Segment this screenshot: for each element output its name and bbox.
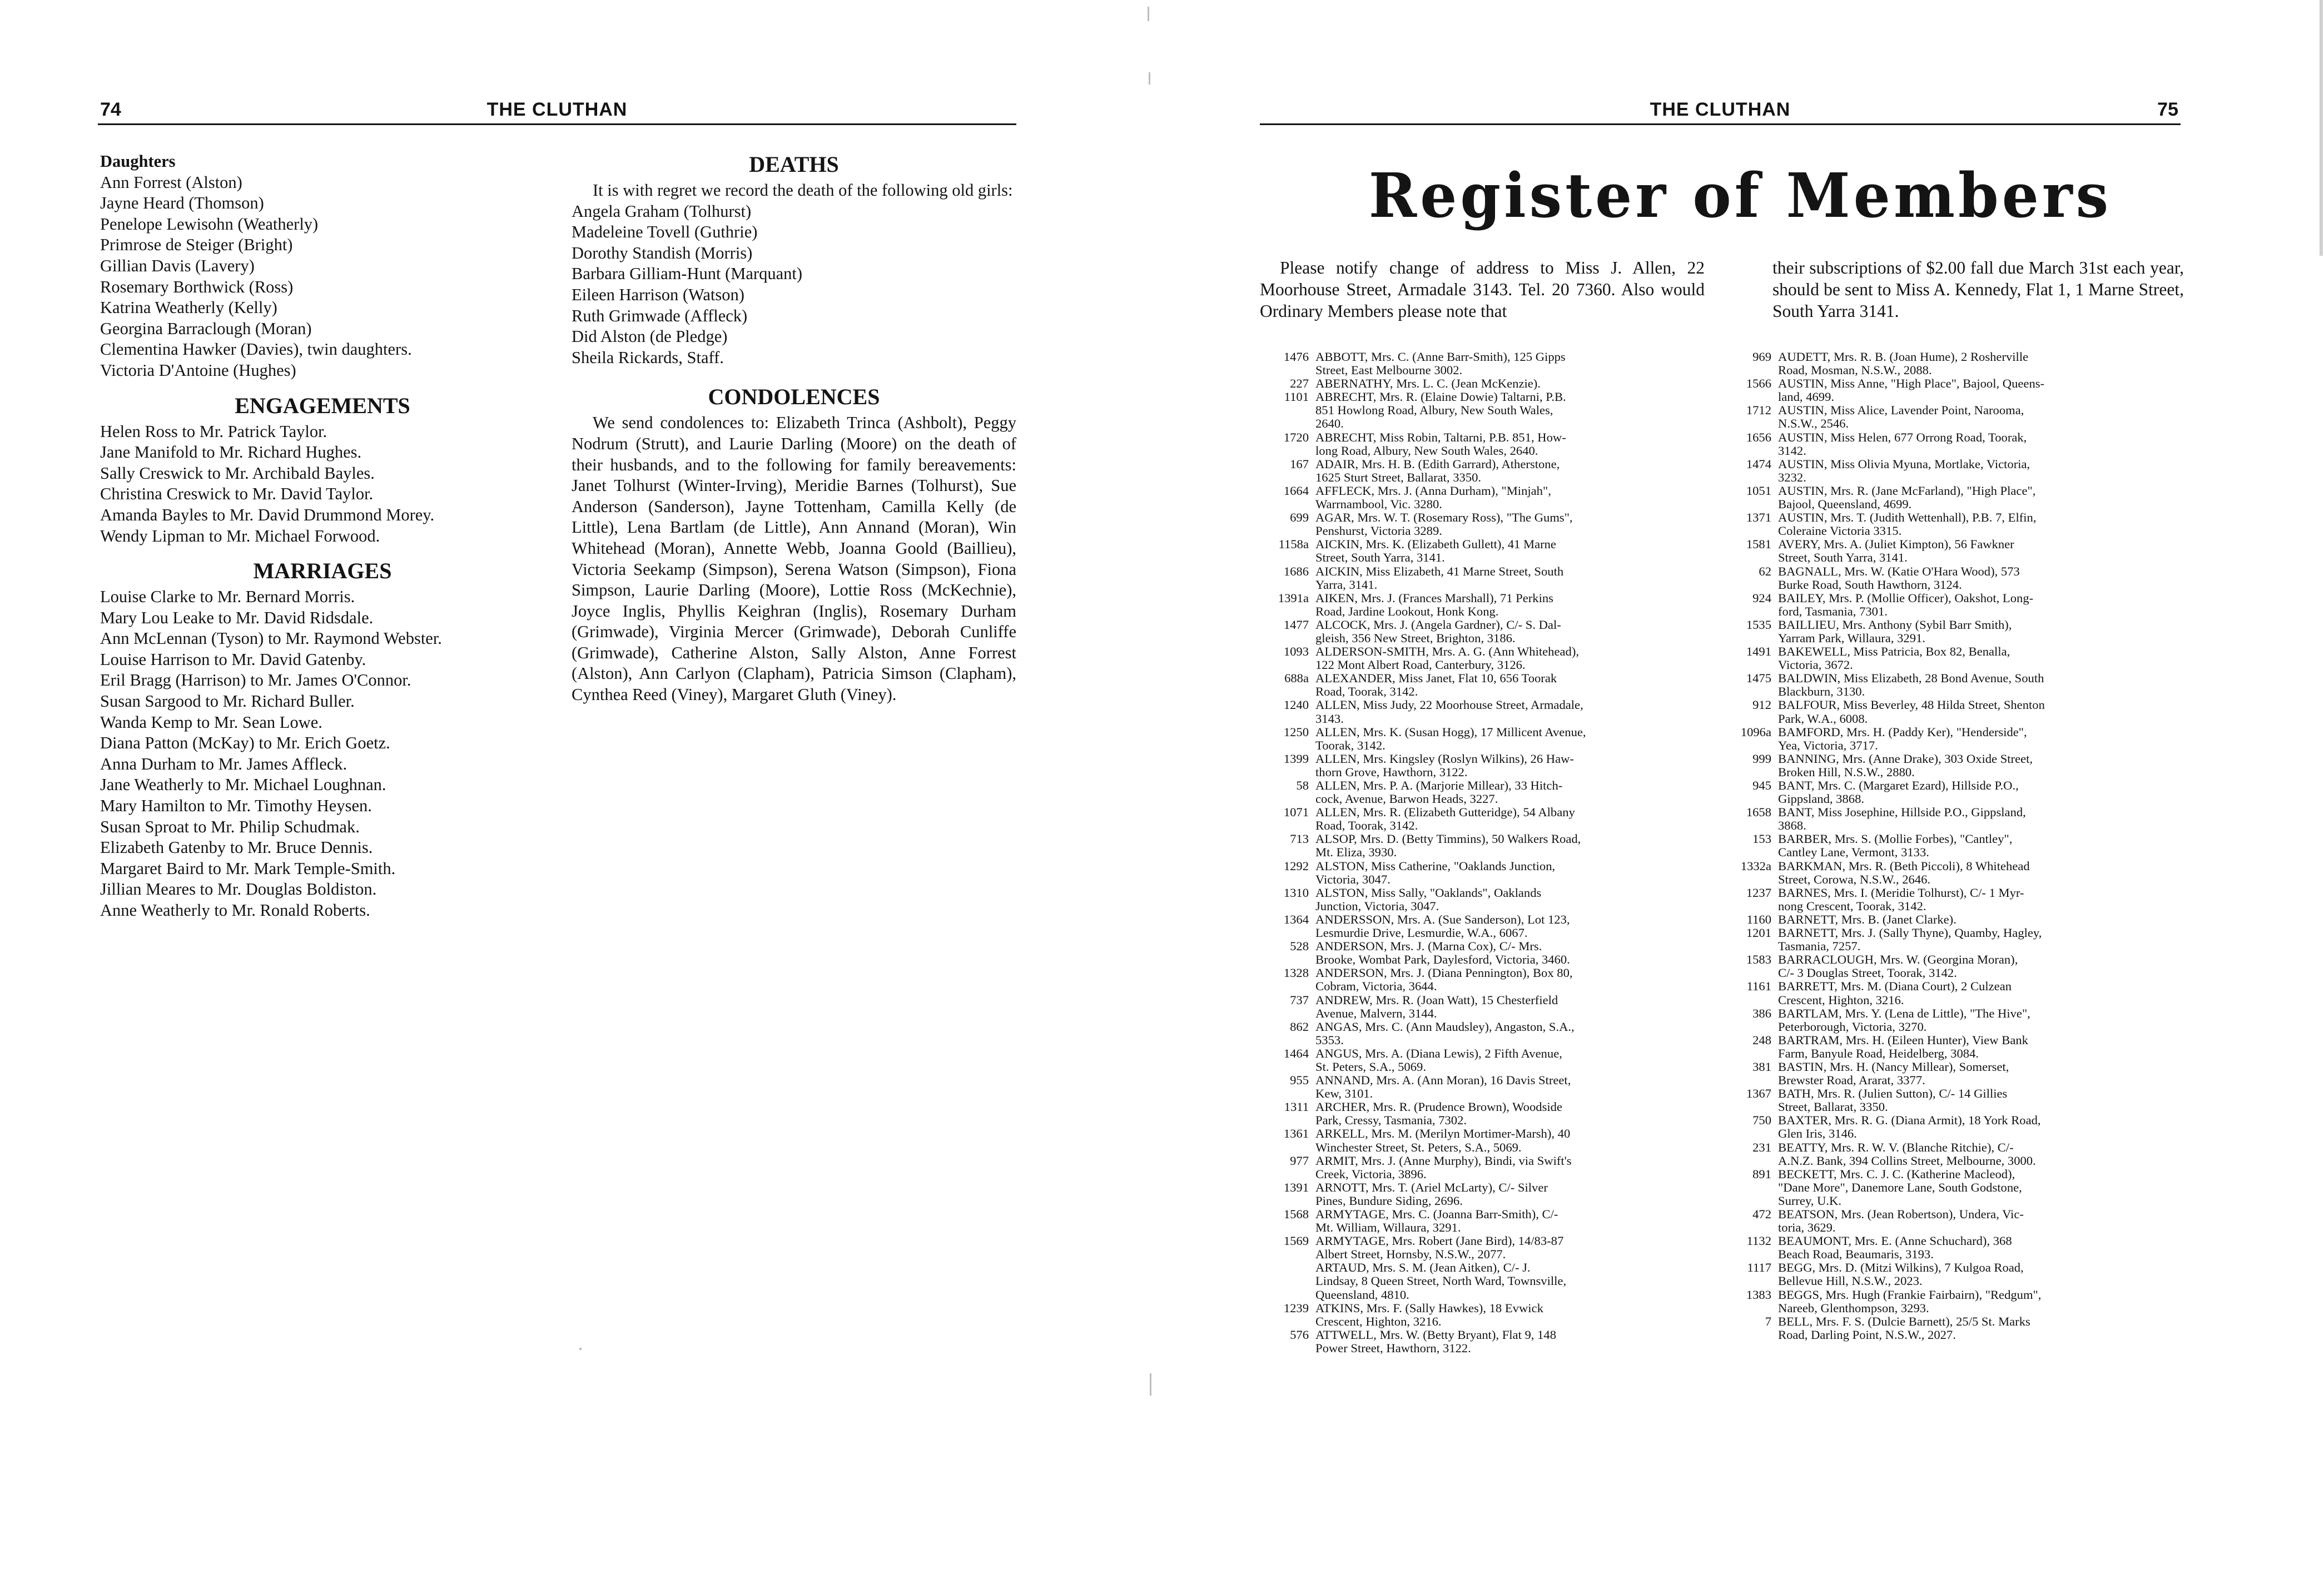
member-entry [1725,1007,2181,1034]
member-entry [1260,1020,1752,1047]
member-entry [1725,1060,2181,1087]
member-details: BEGGS, Mrs. Hugh (Frankie Fairbairn), "Redgum", Nareeb, Glenthompson, 3293. [1778,1287,2042,1315]
member-number: 1161 [1746,979,1771,994]
member-number: 386 [1752,1006,1771,1020]
member-number: 924 [1752,590,1771,605]
member-number: 58 [1296,778,1309,792]
member-details: ANDERSSON, Mrs. A. (Sue Sanderson), Lot 123, Lesmurdie Drive, Lesmurdie, W.A., 6067. [1315,912,1570,940]
member-number: 1474 [1746,456,1771,471]
member-entry [1725,886,2181,913]
member-details: ALCOCK, Mrs. J. (Angela Gardner), C/- S. Dal- gleish, 356 New Street, Brighton, 3186. [1315,617,1561,645]
member-entry [1725,592,2181,618]
member-entry [1725,926,2181,953]
list-item: Anna Durham to Mr. James Affleck. [100,754,347,773]
member-entry [1260,1302,1752,1328]
member-number: 999 [1752,751,1771,766]
list-item: Eileen Harrison (Watson) [572,285,744,304]
member-number: 1051 [1746,483,1771,498]
member-details: ATTWELL, Mrs. W. (Betty Bryant), Flat 9, 148 Power Street, Hawthorn, 3122. [1315,1327,1556,1355]
running-title: THE CLUTHAN [486,99,628,120]
engagements-heading: ENGAGEMENTS [235,393,410,418]
member-entry [1725,431,2181,458]
list-item: Angela Graham (Tolhurst) [572,201,752,221]
member-number: 1361 [1283,1127,1309,1141]
list-item: Barbara Gilliam-Hunt (Marquant) [572,264,802,284]
member-details: AIKEN, Mrs. J. (Frances Marshall), 71 Perkins Road, Jardine Lookout, Honk Kong. [1315,590,1553,618]
member-details: BAILEY, Mrs. P. (Mollie Officer), Oakshot, Long- ford, Tasmania, 7301. [1778,590,2034,618]
member-entry [1725,953,2181,980]
list-item: Jane Manifold to Mr. Richard Hughes. [100,443,362,462]
member-details: ALEXANDER, Miss Janet, Flat 10, 656 Toorak Road, Toorak, 3142. [1315,671,1557,699]
member-entry [1260,458,1752,484]
member-entry [1725,1261,2181,1288]
list-item: Penelope Lewisohn (Weatherly) [100,214,319,234]
member-number: 1310 [1283,885,1309,900]
gutter-mark [1150,1373,1151,1396]
member-entry [1260,565,1752,592]
member-entry [1260,779,1752,806]
member-details: BALFOUR, Miss Beverley, 48 Hilda Street, Shenton Park, W.A., 6008. [1778,698,2045,726]
member-details: BARTLAM, Mrs. Y. (Lena de Little), "The Hive", Peterborough, Victoria, 3270. [1778,1006,2030,1034]
member-number: 1568 [1283,1207,1309,1221]
member-number: 1201 [1746,926,1771,940]
list-item: Susan Sargood to Mr. Richard Buller. [100,692,355,711]
member-number: 248 [1752,1033,1771,1047]
gutter-mark [1148,7,1149,21]
marriages-list [100,587,545,921]
member-entry [1260,913,1752,940]
member-details: ALSOP, Mrs. D. (Betty Timmins), 50 Walkers Road, Mt. Eliza, 3930. [1315,832,1581,860]
member-number: 1250 [1283,725,1309,739]
list-item: Georgina Barraclough (Moran) [100,319,312,338]
member-entry [1725,1087,2181,1114]
member-details: BARKMAN, Mrs. R. (Beth Piccoli), 8 Whitehead Street, Corowa, N.S.W., 2646. [1778,859,2030,886]
member-details: ANGAS, Mrs. C. (Ann Maudsley), Angaston, S.A., 5353. [1315,1019,1575,1047]
member-details: AUSTIN, Miss Olivia Myuna, Mortlake, Victoria, 3232. [1778,456,2030,484]
member-number: 1720 [1283,430,1309,444]
list-item: Helen Ross to Mr. Patrick Taylor. [100,421,327,441]
member-details: ALLEN, Mrs. Kingsley (Roslyn Wilkins), 26 Haw- thorn Grove, Hawthorn, 3122. [1315,751,1574,779]
member-entry [1725,1315,2181,1342]
member-entry [1725,1141,2181,1168]
member-number: 891 [1752,1167,1771,1181]
member-number: 969 [1752,350,1771,364]
list-item: Katrina Weatherly (Kelly) [100,298,277,317]
marriages-heading: MARRIAGES [253,558,392,584]
member-details: ATKINS, Mrs. F. (Sally Hawkes), 18 Evwick Crescent, Highton, 3216. [1315,1301,1543,1328]
member-details: ARCHER, Mrs. R. (Prudence Brown), Woodside Park, Cressy, Tasmania, 7302. [1315,1100,1562,1128]
member-number: 1237 [1746,885,1771,900]
member-number: 699 [1290,510,1309,525]
member-number: 737 [1290,993,1309,1007]
member-entry [1725,832,2181,859]
member-details: ADAIR, Mrs. H. B. (Edith Garrard), Atherstone, 1625 Sturt Street, Ballarat, 3350. [1315,456,1560,484]
member-entry [1260,377,1752,390]
member-number: 912 [1752,698,1771,712]
member-number: 1464 [1283,1046,1309,1060]
member-entry [1725,726,2181,752]
engagements-list [100,421,545,547]
member-entry [1725,1234,2181,1261]
list-item: Gillian Davis (Lavery) [100,256,255,275]
member-details: ABERNATHY, Mrs. L. C. (Jean McKenzie). [1315,376,1541,391]
member-entry [1725,1034,2181,1060]
list-item: Madeleine Tovell (Guthrie) [572,222,758,242]
list-item: Louise Harrison to Mr. David Gatenby. [100,649,366,669]
member-entry [1260,994,1752,1020]
member-details: ANDERSON, Mrs. J. (Diana Pennington), Box 80, Cobram, Victoria, 3644. [1315,966,1573,994]
member-details: BARNETT, Mrs. J. (Sally Thyne), Quamby, Hagley, Tasmania, 7257. [1778,926,2042,954]
member-number: 153 [1752,832,1771,846]
member-entry [1725,698,2181,725]
list-item: Sheila Rickards, Staff. [572,348,724,367]
member-entry [1260,431,1752,458]
list-item: Ann McLennan (Tyson) to Mr. Raymond Webster. [100,629,442,648]
list-item: Dorothy Standish (Morris) [572,243,753,262]
member-entry [1260,592,1752,618]
member-entry [1260,618,1752,645]
member-number: 1656 [1746,430,1771,444]
list-item: Christina Creswick to Mr. David Taylor. [100,484,374,504]
member-details: AUSTIN, Miss Alice, Lavender Point, Narooma, N.S.W., 2546. [1778,403,2024,431]
member-entry [1725,1208,2181,1234]
member-number: 1117 [1747,1261,1771,1275]
member-details: ARMIT, Mrs. J. (Anne Murphy), Bindi, via Swift's Creek, Victoria, 3896. [1315,1153,1572,1181]
member-number: 231 [1752,1140,1771,1154]
member-details: AUSTIN, Mrs. T. (Judith Wettenhall), P.B. 7, Elfin, Coleraine Victoria 3315. [1778,510,2037,538]
left-column [100,151,545,921]
member-details: BAGNALL, Mrs. W. (Katie O'Hara Wood), 573 Burke Road, South Hawthorn, 3124. [1778,564,2020,592]
member-details: BEGG, Mrs. D. (Mitzi Wilkins), 7 Kulgoa Road, Bellevue Hill, N.S.W., 2023. [1778,1261,2024,1288]
right-page [1156,0,2324,1578]
member-details: ANNAND, Mrs. A. (Ann Moran), 16 Davis Street, Kew, 3101. [1315,1073,1571,1101]
member-details: ARTAUD, Mrs. S. M. (Jean Aitken), C/- J. Lindsay, 8 Queen Street, North Ward, Townsville, Queensland, 4810. [1315,1261,1567,1302]
member-details: AUSTIN, Miss Helen, 677 Orrong Road, Toorak, 3142. [1778,430,2027,458]
member-entry [1260,1127,1752,1154]
deaths-intro: It is with regret we record the death of the following old girls: [593,181,1013,200]
daughters-heading: Daughters [100,152,176,171]
member-details: ALLEN, Mrs. P. A. (Marjorie Millear), 33 Hitch- cock, Avenue, Barwon Heads, 3227. [1315,778,1563,806]
member-details: ABRECHT, Miss Robin, Taltarni, P.B. 851, How- long Road, Albury, New South Wales, 2640. [1315,430,1566,458]
member-details: BARRETT, Mrs. M. (Diana Court), 2 Culzean Crescent, Highton, 3216. [1778,979,2012,1007]
member-entry [1260,698,1752,725]
member-number: 1096a [1740,725,1771,739]
member-details: BARNES, Mrs. I. (Meridie Tolhurst), C/- 1 Myr- nong Crescent, Toorak, 3142. [1778,885,2024,913]
member-entry [1260,1074,1752,1100]
member-entry [1725,1168,2181,1208]
page-number: 74 [100,99,121,120]
member-details: AUSTIN, Mrs. R. (Jane McFarland), "High Place", Bajool, Queensland, 4699. [1778,483,2036,512]
member-details: BEAUMONT, Mrs. E. (Anne Schuchard), 368 Beach Road, Beaumaris, 3193. [1778,1234,2012,1262]
member-entry [1260,752,1752,779]
member-number: 1475 [1746,671,1771,686]
list-item: Mary Hamilton to Mr. Timothy Heysen. [100,796,372,816]
member-number: 1093 [1283,644,1309,659]
member-list-right [1725,350,2181,1342]
member-details: ANDREW, Mrs. R. (Joan Watt), 15 Chesterfield Avenue, Malvern, 3144. [1315,993,1558,1020]
member-entry [1725,377,2181,404]
member-entry [1725,779,2181,806]
list-item: Jane Weatherly to Mr. Michael Loughnan. [100,775,386,795]
list-item: Wanda Kemp to Mr. Sean Lowe. [100,712,322,732]
member-details: AICKIN, Mrs. K. (Elizabeth Gullett), 41 Marne Street, South Yarra, 3141. [1315,537,1556,565]
member-number: 1240 [1283,698,1309,712]
member-number: 1364 [1283,912,1309,926]
member-details: AGAR, Mrs. W. T. (Rosemary Ross), "The Gums", Penshurst, Victoria 3289. [1315,510,1573,538]
member-number: 1658 [1746,805,1771,820]
member-number: 1569 [1283,1234,1309,1248]
page-header [1260,95,2181,125]
member-details: ALLEN, Mrs. R. (Elizabeth Gutteridge), 54 Albany Road, Toorak, 3142. [1315,805,1575,833]
member-entry [1725,752,2181,779]
scan-speck [579,1348,582,1350]
member-details: ABRECHT, Mrs. R. (Elaine Dowie) Taltarni, P.B. 851 Howlong Road, Albury, New South Wales, 2640. [1315,390,1566,431]
member-number: 227 [1290,376,1309,391]
member-details: BELL, Mrs. F. S. (Dulcie Barnett), 25/5 St. Marks Road, Darling Point, N.S.W., 2027. [1778,1314,2030,1342]
member-entry [1260,1100,1752,1127]
member-number: 1581 [1746,537,1771,552]
member-number: 1477 [1283,617,1309,632]
right-column [572,149,1016,706]
member-number: 688a [1284,671,1309,686]
member-number: 1328 [1283,966,1309,980]
member-number: 1292 [1283,859,1309,873]
member-details: BEATTY, Mrs. R. W. V. (Blanche Ritchie), C/- A.N.Z. Bank, 394 Collins Street, Melbourne, 3000. [1778,1140,2036,1168]
member-number: 7 [1765,1314,1771,1328]
member-entry [1260,886,1752,913]
member-details: ANDERSON, Mrs. J. (Marna Cox), C/- Mrs. Brooke, Wombat Park, Daylesford, Victoria, 3460. [1315,939,1570,967]
member-entry [1725,484,2181,511]
member-details: BARRACLOUGH, Mrs. W. (Georgina Moran), C/- 3 Douglas Street, Toorak, 3142. [1778,952,2018,980]
list-item: Clementina Hawker (Davies), twin daughters. [100,340,412,359]
member-entry [1260,1047,1752,1074]
member-number: 1535 [1746,617,1771,632]
member-number: 1476 [1283,350,1309,364]
member-number: 1712 [1746,403,1771,418]
member-entry [1725,1288,2181,1315]
member-number: 977 [1290,1153,1309,1168]
list-item: Victoria D'Antoine (Hughes) [100,360,296,380]
member-number: 1686 [1283,564,1309,578]
page-number: 75 [2157,99,2178,120]
member-details: ARMYTAGE, Mrs. C. (Joanna Barr-Smith), C/- Mt. William, Willaura, 3291. [1315,1207,1558,1235]
member-details: ALSTON, Miss Sally, "Oaklands", Oaklands Junction, Victoria, 3047. [1315,885,1542,913]
member-entry [1725,350,2181,377]
member-number: 1391 [1283,1180,1309,1194]
member-number: 1101 [1284,390,1309,404]
member-entry [1725,913,2181,926]
page-title: Register of Members [1368,159,2112,232]
member-entry [1260,1154,1752,1181]
member-details: AUSTIN, Miss Anne, "High Place", Bajool, Queens- land, 4699. [1778,376,2045,404]
daughters-list [100,172,545,381]
member-entry [1260,726,1752,752]
member-details: BAILLIEU, Mrs. Anthony (Sybil Barr Smith), Yarram Park, Willaura, 3291. [1778,617,2012,645]
list-item: Did Alston (de Pledge) [572,327,728,346]
member-details: BARNETT, Mrs. B. (Janet Clarke). [1778,912,1956,926]
member-number: 1371 [1746,510,1771,525]
running-title: THE CLUTHAN [1650,99,1791,120]
member-number: 1332a [1740,859,1771,873]
member-entry [1260,860,1752,886]
member-details: ABBOTT, Mrs. C. (Anne Barr-Smith), 125 Gipps Street, East Melbourne 3002. [1315,350,1566,378]
member-list-left [1260,350,1752,1355]
member-details: AUDETT, Mrs. R. B. (Joan Hume), 2 Rosherville Road, Mosman, N.S.W., 2088. [1778,350,2029,378]
member-number: 1071 [1283,805,1309,820]
member-number: 1132 [1746,1234,1771,1248]
member-details: BATH, Mrs. R. (Julien Sutton), C/- 14 Gillies Street, Ballarat, 3350. [1778,1086,2008,1114]
member-details: AFFLECK, Mrs. J. (Anna Durham), "Minjah", Warrnambool, Vic. 3280. [1315,483,1551,512]
page-header [98,95,1016,125]
member-number: 62 [1759,564,1771,578]
left-page [0,0,1145,1578]
member-details: ANGUS, Mrs. A. (Diana Lewis), 2 Fifth Avenue, St. Peters, S.A., 5069. [1315,1046,1562,1074]
list-item: Margaret Baird to Mr. Mark Temple-Smith. [100,859,396,878]
member-details: BARBER, Mrs. S. (Mollie Forbes), "Cantley", Cantley Lane, Vermont, 3133. [1778,832,2013,860]
member-entry [1260,1328,1752,1355]
list-item: Anne Weatherly to Mr. Ronald Roberts. [100,901,370,920]
member-entry [1260,1208,1752,1234]
member-number: 1391a [1278,590,1309,605]
member-number: 1239 [1283,1301,1309,1315]
member-number: 1311 [1284,1100,1309,1114]
member-details: ALLEN, Mrs. K. (Susan Hogg), 17 Millicent Avenue, Toorak, 3142. [1315,725,1586,752]
member-number: 576 [1290,1327,1309,1342]
member-entry [1725,860,2181,886]
member-number: 472 [1752,1207,1771,1221]
list-item: Jayne Heard (Thomson) [100,193,264,213]
member-details: BEATSON, Mrs. (Jean Robertson), Undera, Vic- toria, 3629. [1778,1207,2024,1235]
member-number: 528 [1290,939,1309,954]
member-number: 1583 [1746,952,1771,967]
member-number: 1160 [1746,912,1771,926]
member-number: 862 [1290,1019,1309,1034]
deaths-list [572,201,1016,369]
member-entry [1725,806,2181,832]
member-entry [1260,940,1752,966]
member-number: 955 [1290,1073,1309,1088]
member-entry [1260,511,1752,538]
member-entry [1260,806,1752,832]
member-details: ALDERSON-SMITH, Mrs. A. G. (Ann Whitehead), 122 Mont Albert Road, Canterbury, 3126. [1315,644,1580,672]
intro-text-left: Please notify change of address to Miss J. Allen, 22 Moorhouse Street, Armadale 3143. Tel. 20 7360. Also would Ordinary Members please note that [1260,258,1705,321]
member-number: 1367 [1746,1086,1771,1101]
list-item: Rosemary Borthwick (Ross) [100,277,294,296]
member-details: BECKETT, Mrs. C. J. C. (Katherine Macleod), "Dane More", Danemore Lane, South Godstone, Surrey, U.K. [1778,1167,2022,1208]
list-item: Wendy Lipman to Mr. Michael Forwood. [100,526,380,545]
list-item: Ruth Grimwade (Affleck) [572,306,748,325]
member-details: ALLEN, Miss Judy, 22 Moorhouse Street, Armadale, 3143. [1315,698,1583,726]
member-entry [1260,1234,1752,1261]
member-entry [1260,484,1752,511]
member-entry [1260,1261,1752,1301]
member-details: AICKIN, Miss Elizabeth, 41 Marne Street, South Yarra, 3141. [1315,564,1564,592]
list-item: Amanda Bayles to Mr. David Drummond Morey. [100,505,435,524]
member-details: ARMYTAGE, Mrs. Robert (Jane Bird), 14/83-87 Albert Street, Hornsby, N.S.W., 2077. [1315,1234,1564,1262]
list-item: Mary Lou Leake to Mr. David Ridsdale. [100,608,374,627]
member-details: BASTIN, Mrs. H. (Nancy Millear), Somerset, Brewster Road, Ararat, 3377. [1778,1059,2009,1088]
member-number: 1491 [1746,644,1771,659]
list-item: Ann Forrest (Alston) [100,172,242,192]
member-details: BAXTER, Mrs. R. G. (Diana Armit), 18 York Road, Glen Iris, 3146. [1778,1113,2041,1141]
condolences-text: We send condolences to: Elizabeth Trinca (Ashbolt), Peggy Nodrum (Strutt), and Laurie Darling (Moore) on the death of their husbands, and to the following for family bereavements: Janet Tolhurst (Winter-Irving), Meridie Barnes (Tolhurst), Sue Anderson (Sanderson), Jayne Tottenham, Camilla Kelly (de Little), Lena Bartlam (de Little), Ann Annand (Moran), Win Whitehead (Moran), Annette Webb, Joanna Goold (Baillieu), Victoria Seekamp (Simpson), Serena Watson (Simpson), Fiona Simpson, Laurie Darling (Moore), Lottie Ross (McKechnie), Joyce Inglis, Phyllis Keighran (Inglis), Rosemary Durham (Grimwade), Virginia Mercer (Grimwade), Deborah Cunliffe (Grimwade), Catherine Alston, Sally Alston, Anne Forrest (Alston), Ann Carlyon (Clapham), Patricia Simson (Clapham), Cynthea Reed (Viney), Margaret Gluth (Viney). [572,413,1016,704]
member-entry [1725,980,2181,1006]
member-details: AVERY, Mrs. A. (Juliet Kimpton), 56 Fawkner Street, South Yarra, 3141. [1778,537,2014,565]
member-entry [1260,390,1752,430]
member-entry [1725,565,2181,592]
member-number: 381 [1752,1059,1771,1074]
list-item: Susan Sproat to Mr. Philip Schudmak. [100,817,360,836]
member-entry [1260,538,1752,564]
member-entry [1725,538,2181,564]
member-entry [1725,511,2181,538]
member-entry [1725,645,2181,672]
member-details: ALSTON, Miss Catherine, "Oaklands Junction, Victoria, 3047. [1315,859,1556,886]
member-number: 1664 [1283,483,1309,498]
member-details: BAMFORD, Mrs. H. (Paddy Ker), "Henderside", Yea, Victoria, 3717. [1778,725,2027,752]
member-entry [1725,618,2181,645]
list-item: Eril Bragg (Harrison) to Mr. James O'Connor. [100,671,411,690]
member-details: BAKEWELL, Miss Patricia, Box 82, Benalla, Victoria, 3672. [1778,644,2010,672]
member-entry [1725,672,2181,698]
member-entry [1260,1181,1752,1208]
member-entry [1260,966,1752,993]
member-entry [1260,350,1752,377]
member-entry [1725,404,2181,430]
member-number: 713 [1290,832,1309,846]
member-details: BANNING, Mrs. (Anne Drake), 303 Oxide Street, Broken Hill, N.S.W., 2880. [1778,751,2033,779]
list-item: Sally Creswick to Mr. Archibald Bayles. [100,463,375,483]
member-details: BARTRAM, Mrs. H. (Eileen Hunter), View Bank Farm, Banyule Road, Heidelberg, 3084. [1778,1033,2028,1060]
member-entry [1260,645,1752,672]
member-number: 1158a [1278,537,1309,552]
member-details: BALDWIN, Miss Elizabeth, 28 Bond Avenue, South Blackburn, 3130. [1778,671,2044,699]
list-item: Jillian Meares to Mr. Douglas Boldiston. [100,880,377,899]
member-entry [1260,672,1752,698]
member-entry [1725,458,2181,484]
member-entry [1725,1114,2181,1140]
list-item: Primrose de Steiger (Bright) [100,235,293,255]
list-item: Elizabeth Gatenby to Mr. Bruce Dennis. [100,838,373,857]
member-details: ARKELL, Mrs. M. (Merilyn Mortimer-Marsh), 40 Winchester Street, St. Peters, S.A., 5069. [1315,1127,1571,1154]
list-item: Louise Clarke to Mr. Bernard Morris. [100,587,355,607]
member-number: 1383 [1746,1287,1771,1302]
member-details: ARNOTT, Mrs. T. (Ariel McLarty), C/- Silver Pines, Bundure Siding, 2696. [1315,1180,1548,1208]
member-entry [1260,832,1752,859]
list-item: Diana Patton (McKay) to Mr. Erich Goetz. [100,733,390,753]
member-details: BANT, Mrs. C. (Margaret Ezard), Hillside P.O., Gippsland, 3868. [1778,778,2019,806]
member-details: BANT, Miss Josephine, Hillside P.O., Gippsland, 3868. [1778,805,2026,833]
intro-text-right: their subscriptions of $2.00 fall due March 31st each year, should be sent to Miss A. Kennedy, Flat 1, 1 Marne Street, South Yarra 3141. [1772,258,2184,321]
member-number: 1399 [1283,751,1309,766]
member-number: 1566 [1746,376,1771,391]
member-number: 167 [1290,456,1309,471]
member-number: 750 [1752,1113,1771,1128]
condolences-heading: CONDOLENCES [708,384,880,410]
gutter-mark [1149,72,1150,85]
member-number: 945 [1752,778,1771,792]
deaths-heading: DEATHS [749,152,839,177]
